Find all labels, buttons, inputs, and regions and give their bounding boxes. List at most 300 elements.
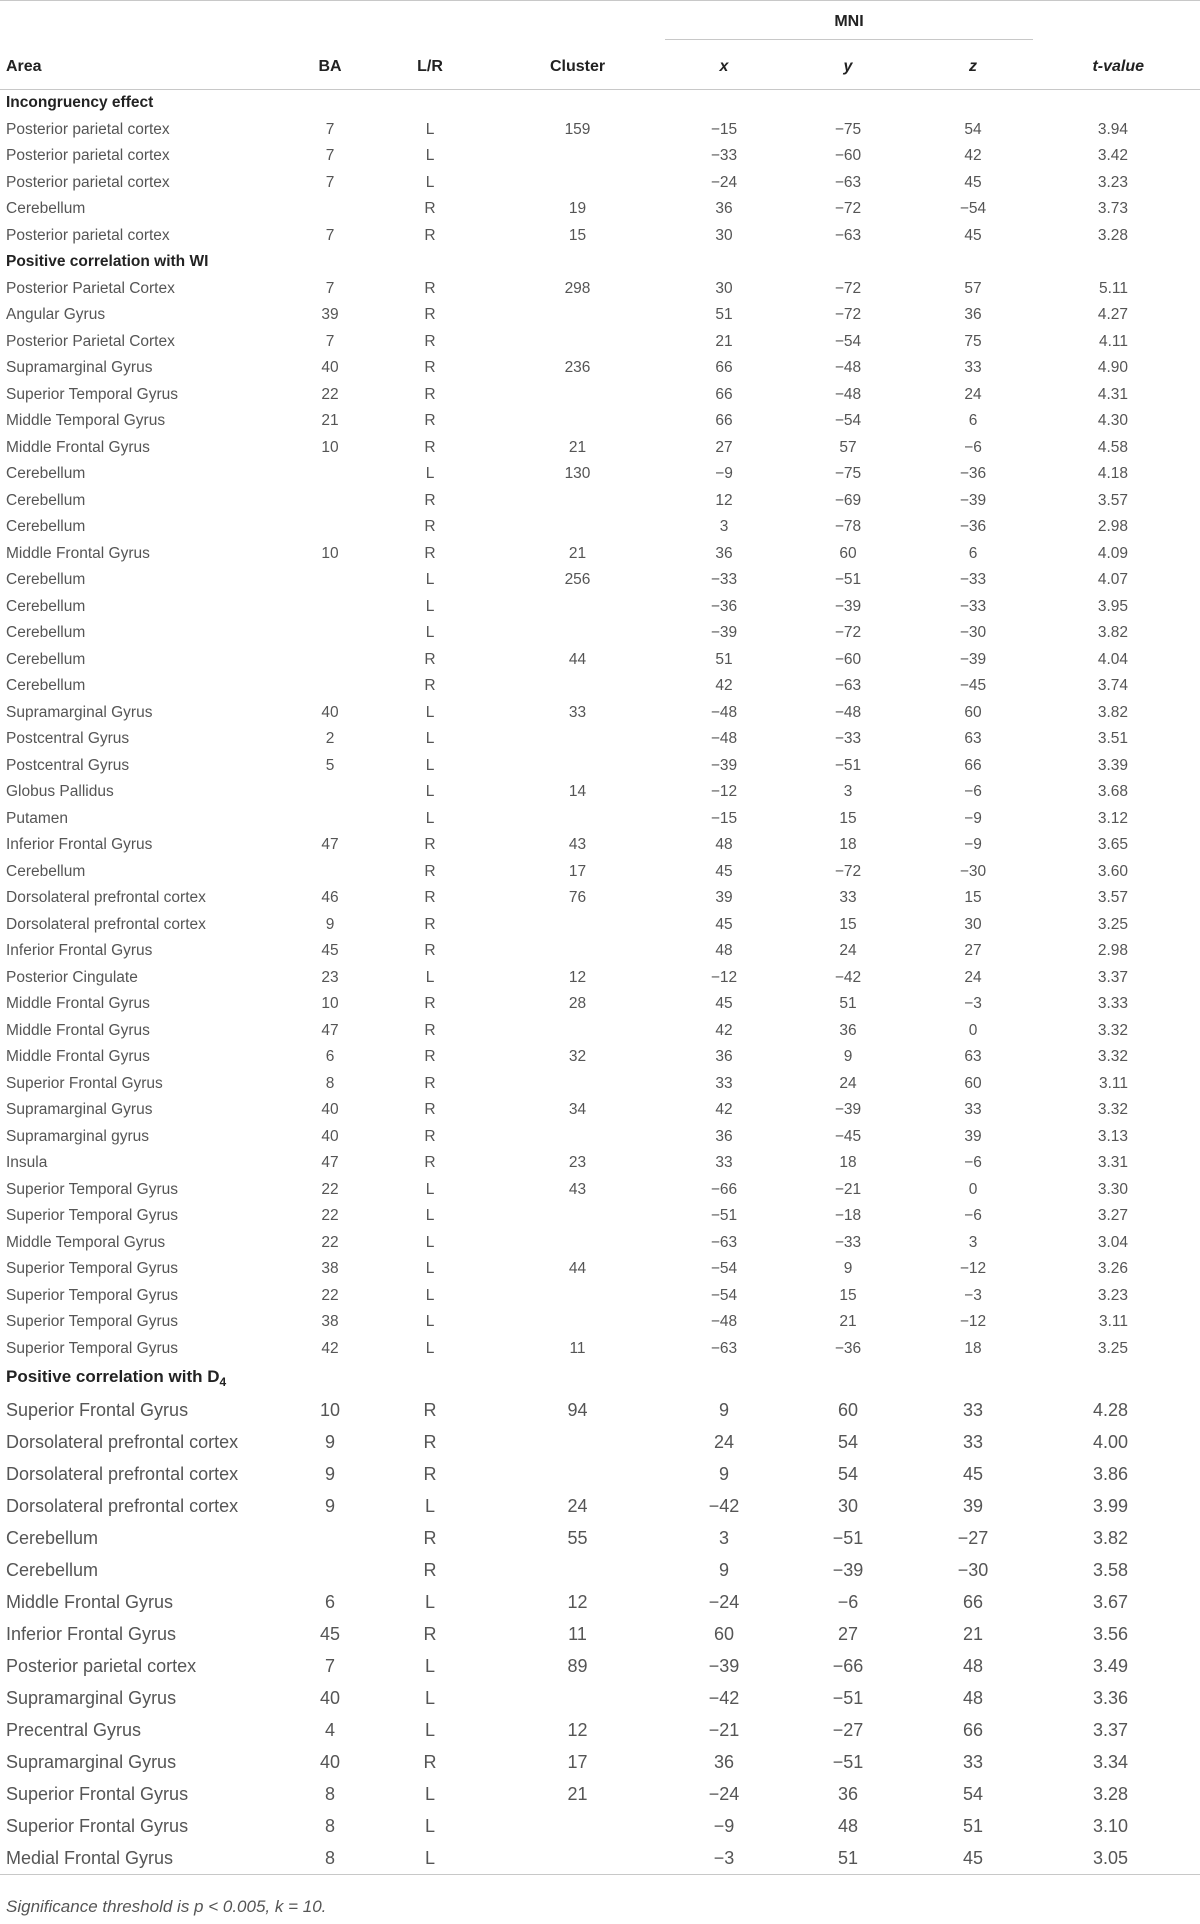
table-row xyxy=(0,1018,1200,1045)
section-title-subscript: 4 xyxy=(219,1375,227,1389)
t-value-cell: 4.28 xyxy=(1092,1399,1129,1420)
x-cell: 24 xyxy=(713,1431,735,1452)
cluster-cell: 21 xyxy=(568,544,587,562)
lr-cell: R xyxy=(424,332,436,350)
z-cell: −12 xyxy=(959,1313,987,1331)
t-value-cell: 3.37 xyxy=(1092,1719,1129,1740)
table-row xyxy=(0,1650,1200,1682)
z-cell: 45 xyxy=(963,1463,984,1484)
cluster-cell: 33 xyxy=(568,703,587,721)
ba-cell: 47 xyxy=(321,1154,339,1172)
t-value-cell: 4.09 xyxy=(1097,544,1129,562)
table-row xyxy=(0,700,1200,727)
x-cell: 36 xyxy=(715,544,733,562)
cluster-cell: 34 xyxy=(568,1101,587,1119)
t-value-cell: 4.31 xyxy=(1097,385,1129,403)
x-cell: 21 xyxy=(715,332,733,350)
t-value-cell: 3.82 xyxy=(1092,1527,1129,1548)
lr-cell: L xyxy=(425,173,435,191)
t-value-cell: 3.23 xyxy=(1097,173,1129,191)
z-cell: 6 xyxy=(968,544,978,562)
y-cell: −72 xyxy=(834,200,862,218)
t-value-cell: 5.11 xyxy=(1099,279,1129,297)
y-cell: −48 xyxy=(834,385,862,403)
area-cell: Medial Frontal Gyrus xyxy=(0,1842,290,1875)
table-row xyxy=(0,1150,1200,1177)
cluster-cell xyxy=(490,938,665,965)
t-value-cell: 3.10 xyxy=(1092,1815,1129,1836)
cluster-cell xyxy=(490,726,665,753)
lr-cell: R xyxy=(424,438,436,456)
ba-cell xyxy=(290,196,370,223)
z-cell: 63 xyxy=(964,730,982,748)
cluster-cell xyxy=(490,1810,665,1842)
area-cell: Middle Frontal Gyrus xyxy=(6,995,150,1013)
ba-cell: 7 xyxy=(325,332,335,350)
ba-cell: 7 xyxy=(325,173,335,191)
y-cell: 51 xyxy=(783,1842,913,1875)
table-row xyxy=(0,1458,1200,1490)
ba-cell xyxy=(290,594,370,621)
lr-cell: R xyxy=(424,544,436,562)
y-cell: 36 xyxy=(837,1783,859,1804)
ba-cell: 22 xyxy=(321,1207,339,1225)
lr-cell: L xyxy=(425,624,435,642)
ba-cell xyxy=(290,488,370,515)
table-row xyxy=(0,1044,1200,1071)
ba-cell: 22 xyxy=(321,1286,339,1304)
x-cell: −21 xyxy=(708,1719,740,1740)
cluster-cell xyxy=(490,806,665,833)
lr-cell: R xyxy=(424,226,436,244)
t-value-cell: 3.32 xyxy=(1097,1101,1129,1119)
cluster-cell: 32 xyxy=(568,1048,587,1066)
y-cell: 15 xyxy=(839,809,857,827)
cluster-cell: 94 xyxy=(567,1399,588,1420)
z-cell: −6 xyxy=(964,1207,982,1225)
t-value-cell: 3.73 xyxy=(1097,200,1129,218)
table-row xyxy=(0,567,1200,594)
lr-cell: L xyxy=(424,1591,435,1612)
x-cell: 66 xyxy=(715,359,733,377)
area-cell: Cerebellum xyxy=(6,465,86,483)
z-cell: 21 xyxy=(963,1623,984,1644)
t-value-cell: 3.74 xyxy=(1097,677,1129,695)
table-row xyxy=(0,991,1200,1018)
y-cell: 15 xyxy=(839,915,857,933)
area-cell: Dorsolateral prefrontal cortex xyxy=(6,889,206,907)
ba-cell: 8 xyxy=(324,1815,335,1836)
ba-cell: 9 xyxy=(325,915,335,933)
section-title xyxy=(0,1362,1200,1394)
area-cell: Supramarginal Gyrus xyxy=(6,1101,153,1119)
table-row xyxy=(0,1230,1200,1257)
area-cell: Dorsolateral prefrontal cortex xyxy=(6,1495,239,1516)
x-cell: 60 xyxy=(713,1623,735,1644)
z-cell: −3 xyxy=(964,1286,982,1304)
table-row xyxy=(0,806,1200,833)
table-row xyxy=(0,726,1200,753)
area-cell: Middle Frontal Gyrus xyxy=(6,1048,150,1066)
cluster-cell xyxy=(490,1018,665,1045)
cluster-cell: 21 xyxy=(567,1783,588,1804)
x-cell: 9 xyxy=(718,1463,729,1484)
lr-header: L/R xyxy=(370,45,490,90)
area-cell: Inferior Frontal Gyrus xyxy=(6,836,153,854)
area-cell: Middle Frontal Gyrus xyxy=(6,1021,150,1039)
lr-cell: R xyxy=(424,677,436,695)
table-row xyxy=(0,965,1200,992)
area-cell: Posterior Cingulate xyxy=(6,968,138,986)
y-cell: −42 xyxy=(834,968,862,986)
lr-cell: L xyxy=(425,730,435,748)
cluster-cell xyxy=(490,329,665,356)
ba-cell: 39 xyxy=(321,306,339,324)
z-cell: 66 xyxy=(964,756,982,774)
lr-cell: L xyxy=(424,1815,435,1836)
table-row xyxy=(0,143,1200,170)
table-row xyxy=(0,541,1200,568)
x-cell: 36 xyxy=(715,1048,733,1066)
z-cell: 63 xyxy=(964,1048,982,1066)
ba-cell: 40 xyxy=(321,703,339,721)
table-row xyxy=(0,117,1200,144)
t-value-cell: 3.57 xyxy=(1097,889,1129,907)
lr-cell: L xyxy=(425,1207,435,1225)
area-cell: Cerebellum xyxy=(6,1527,99,1548)
cluster-cell: 11 xyxy=(569,1339,586,1357)
table-row xyxy=(0,1746,1200,1778)
lr-cell: R xyxy=(424,1021,436,1039)
z-cell: −33 xyxy=(959,571,987,589)
cluster-cell xyxy=(490,1283,665,1310)
z-cell: −27 xyxy=(957,1527,989,1548)
area-cell: Posterior parietal cortex xyxy=(6,226,170,244)
cluster-cell xyxy=(490,1124,665,1151)
y-cell: −54 xyxy=(834,412,862,430)
cluster-cell: 159 xyxy=(564,120,591,138)
cluster-cell xyxy=(490,1230,665,1257)
ba-cell: 47 xyxy=(321,836,339,854)
cluster-header: Cluster xyxy=(490,45,665,90)
cluster-cell: 43 xyxy=(568,836,587,854)
lr-cell: L xyxy=(425,756,435,774)
y-cell: 9 xyxy=(843,1260,853,1278)
ba-cell: 7 xyxy=(325,279,335,297)
y-cell: 18 xyxy=(839,836,857,854)
table-row xyxy=(0,514,1200,541)
area-cell: Posterior parietal cortex xyxy=(6,173,170,191)
cluster-cell: 256 xyxy=(564,571,591,589)
table-row xyxy=(0,885,1200,912)
cluster-cell: 15 xyxy=(568,226,587,244)
z-cell: 30 xyxy=(964,915,982,933)
area-cell: Putamen xyxy=(6,809,69,827)
area-cell: Postcentral Gyrus xyxy=(6,730,130,748)
z-cell: −9 xyxy=(964,809,982,827)
x-cell: 45 xyxy=(715,862,733,880)
t-value-cell: 3.99 xyxy=(1092,1495,1129,1516)
section-title-text: Positive correlation with D xyxy=(6,1367,220,1386)
cluster-cell: 19 xyxy=(568,200,587,218)
x-cell: −54 xyxy=(710,1260,738,1278)
ba-cell: 6 xyxy=(325,1048,335,1066)
area-cell: Middle Frontal Gyrus xyxy=(6,1591,174,1612)
ba-cell: 42 xyxy=(321,1339,339,1357)
x-cell: −3 xyxy=(665,1842,783,1875)
table-row xyxy=(0,1071,1200,1098)
z-cell: 33 xyxy=(963,1751,984,1772)
x-cell: 51 xyxy=(715,650,733,668)
y-cell: 57 xyxy=(839,438,857,456)
z-cell: 45 xyxy=(964,226,982,244)
lr-cell: R xyxy=(424,518,436,536)
table-row xyxy=(0,1522,1200,1554)
x-cell: −24 xyxy=(708,1591,740,1612)
z-cell: 24 xyxy=(964,385,982,403)
section-header-row xyxy=(0,1362,1200,1394)
area-header: Area xyxy=(0,45,290,90)
ba-cell xyxy=(290,514,370,541)
table-row xyxy=(0,1682,1200,1714)
t-value-cell: 3.12 xyxy=(1097,809,1129,827)
area-cell: Precentral Gyrus xyxy=(6,1719,142,1740)
lr-cell: L xyxy=(425,465,435,483)
cluster-cell: 11 xyxy=(568,1623,587,1644)
t-value-cell: 2.98 xyxy=(1097,942,1129,960)
x-cell: 42 xyxy=(715,677,733,695)
area-cell: Posterior parietal cortex xyxy=(6,1655,197,1676)
table-row xyxy=(0,832,1200,859)
x-cell: 3 xyxy=(719,518,729,536)
y-cell: −18 xyxy=(834,1207,862,1225)
lr-cell: R xyxy=(424,836,436,854)
z-cell: −30 xyxy=(957,1559,989,1580)
z-cell: −45 xyxy=(959,677,987,695)
x-cell: 48 xyxy=(715,836,733,854)
y-cell: −39 xyxy=(834,597,862,615)
significance-footnote: Significance threshold is p < 0.005, k = 10. xyxy=(6,1897,327,1916)
ba-cell xyxy=(290,1522,370,1554)
z-cell: 75 xyxy=(964,332,982,350)
lr-cell: R xyxy=(424,279,436,297)
y-cell: −63 xyxy=(834,173,862,191)
x-cell: 51 xyxy=(715,306,733,324)
y-cell: −33 xyxy=(834,1233,862,1251)
header-row-top xyxy=(0,1,1200,46)
x-cell: 36 xyxy=(715,200,733,218)
y-cell: −51 xyxy=(834,756,862,774)
lr-cell: L xyxy=(425,120,435,138)
x-cell: −66 xyxy=(710,1180,738,1198)
section-title-text: Positive correlation with WI xyxy=(6,253,209,271)
t-value-cell: 3.68 xyxy=(1097,783,1129,801)
cluster-cell: 17 xyxy=(567,1751,588,1772)
x-cell: 33 xyxy=(715,1154,733,1172)
z-cell: −36 xyxy=(959,518,987,536)
ba-cell: 40 xyxy=(321,1127,339,1145)
table-body xyxy=(0,90,1200,1875)
ba-cell: 6 xyxy=(324,1591,335,1612)
area-cell: Supramarginal Gyrus xyxy=(6,703,153,721)
area-cell: Superior Temporal Gyrus xyxy=(6,1339,179,1357)
y-cell: −36 xyxy=(834,1339,862,1357)
t-value-cell: 3.30 xyxy=(1097,1180,1129,1198)
table-row xyxy=(0,1256,1200,1283)
lr-cell: L xyxy=(425,1260,435,1278)
ba-cell xyxy=(290,461,370,488)
lr-cell: R xyxy=(424,862,436,880)
x-cell: 3 xyxy=(718,1527,729,1548)
y-cell: −63 xyxy=(834,226,862,244)
section-title xyxy=(0,249,1200,276)
table-row xyxy=(0,1097,1200,1124)
cluster-cell: 12 xyxy=(567,1719,588,1740)
lr-cell: R xyxy=(424,995,436,1013)
area-cell: Cerebellum xyxy=(6,624,86,642)
y-cell: −63 xyxy=(834,677,862,695)
ba-cell: 8 xyxy=(325,1074,335,1092)
lr-cell: R xyxy=(424,1154,436,1172)
ba-cell: 10 xyxy=(321,544,339,562)
table-row xyxy=(0,1810,1200,1842)
area-cell: Postcentral Gyrus xyxy=(6,756,130,774)
ba-header: BA xyxy=(290,45,370,90)
z-cell: −36 xyxy=(959,465,987,483)
lr-cell: L xyxy=(425,1233,435,1251)
y-cell: −33 xyxy=(834,730,862,748)
t-value-cell: 4.27 xyxy=(1097,306,1129,324)
lr-cell: L xyxy=(424,1495,435,1516)
cluster-cell: 76 xyxy=(568,889,587,907)
cluster-cell: 44 xyxy=(568,1260,587,1278)
cluster-cell xyxy=(490,514,665,541)
x-cell: −39 xyxy=(710,756,738,774)
lr-cell: L xyxy=(425,571,435,589)
area-cell: Angular Gyrus xyxy=(6,306,106,324)
z-cell: 36 xyxy=(964,306,982,324)
lr-cell: R xyxy=(424,889,436,907)
t-value-cell: 3.11 xyxy=(1099,1313,1129,1331)
z-cell: 27 xyxy=(964,942,982,960)
cluster-cell xyxy=(490,302,665,329)
y-cell: −72 xyxy=(834,624,862,642)
lr-cell: R xyxy=(424,385,436,403)
z-cell: 39 xyxy=(964,1127,982,1145)
table-row xyxy=(0,912,1200,939)
z-cell: −6 xyxy=(964,1154,982,1172)
table-row xyxy=(0,1394,1200,1426)
x-cell: −63 xyxy=(710,1339,738,1357)
x-cell: −63 xyxy=(710,1233,738,1251)
t-value-cell: 3.65 xyxy=(1097,836,1129,854)
area-cell: Cerebellum xyxy=(6,491,86,509)
lr-cell: R xyxy=(423,1623,437,1644)
x-cell: −39 xyxy=(710,624,738,642)
z-cell: 33 xyxy=(964,1101,982,1119)
cluster-cell: 43 xyxy=(568,1180,587,1198)
t-value-cell: 4.58 xyxy=(1097,438,1129,456)
t-value-cell: 4.04 xyxy=(1097,650,1129,668)
area-cell: Posterior Parietal Cortex xyxy=(6,279,175,297)
lr-cell: R xyxy=(423,1751,437,1772)
cluster-cell: 14 xyxy=(568,783,587,801)
table-row xyxy=(0,408,1200,435)
table-row xyxy=(0,435,1200,462)
ba-cell xyxy=(290,647,370,674)
table-row xyxy=(0,1842,1200,1875)
cluster-cell xyxy=(490,912,665,939)
x-cell: −12 xyxy=(710,968,738,986)
lr-cell: L xyxy=(370,1842,490,1875)
y-cell: −72 xyxy=(834,306,862,324)
table-row xyxy=(0,620,1200,647)
t-value-cell: 3.32 xyxy=(1097,1021,1129,1039)
x-cell: −42 xyxy=(708,1495,740,1516)
area-cell: Cerebellum xyxy=(6,1559,99,1580)
lr-cell: L xyxy=(424,1719,435,1740)
x-cell: −48 xyxy=(710,730,738,748)
z-cell: −6 xyxy=(964,438,982,456)
table-row xyxy=(0,1177,1200,1204)
ba-cell: 8 xyxy=(324,1783,335,1804)
table-row xyxy=(0,594,1200,621)
table-row xyxy=(0,488,1200,515)
table-row xyxy=(0,1283,1200,1310)
z-cell: −54 xyxy=(959,200,987,218)
t-value-cell: 3.25 xyxy=(1097,1339,1129,1357)
ba-cell xyxy=(290,806,370,833)
area-cell: Posterior parietal cortex xyxy=(6,147,170,165)
t-value-cell: 3.95 xyxy=(1097,597,1129,615)
x-cell: −9 xyxy=(713,1815,735,1836)
header-row xyxy=(0,45,1200,90)
x-cell: −24 xyxy=(708,1783,740,1804)
area-cell: Cerebellum xyxy=(6,862,86,880)
z-cell: −12 xyxy=(959,1260,987,1278)
cluster-cell xyxy=(490,1682,665,1714)
z-cell: 0 xyxy=(968,1180,978,1198)
z-cell: 48 xyxy=(963,1687,984,1708)
y-cell: 21 xyxy=(839,1313,857,1331)
cluster-cell xyxy=(490,170,665,197)
z-cell: 33 xyxy=(964,359,982,377)
x-cell: −12 xyxy=(710,783,738,801)
y-cell: −21 xyxy=(834,1180,862,1198)
x-cell: −48 xyxy=(710,703,738,721)
table-row xyxy=(0,461,1200,488)
x-cell: −33 xyxy=(710,147,738,165)
table-row xyxy=(0,1586,1200,1618)
x-cell: −48 xyxy=(710,1313,738,1331)
cluster-cell xyxy=(490,408,665,435)
lr-cell: R xyxy=(423,1559,437,1580)
z-cell: −30 xyxy=(959,624,987,642)
lr-cell: L xyxy=(425,703,435,721)
lr-cell: L xyxy=(425,968,435,986)
table-row xyxy=(0,779,1200,806)
y-cell: −60 xyxy=(834,650,862,668)
lr-cell: L xyxy=(425,597,435,615)
table-row xyxy=(0,329,1200,356)
area-cell: Cerebellum xyxy=(6,571,86,589)
ba-cell: 22 xyxy=(321,1180,339,1198)
area-cell: Dorsolateral prefrontal cortex xyxy=(6,915,206,933)
z-cell: 54 xyxy=(964,120,982,138)
y-cell: −51 xyxy=(832,1687,864,1708)
ba-cell: 38 xyxy=(321,1260,339,1278)
t-value-cell: 4.90 xyxy=(1097,359,1129,377)
